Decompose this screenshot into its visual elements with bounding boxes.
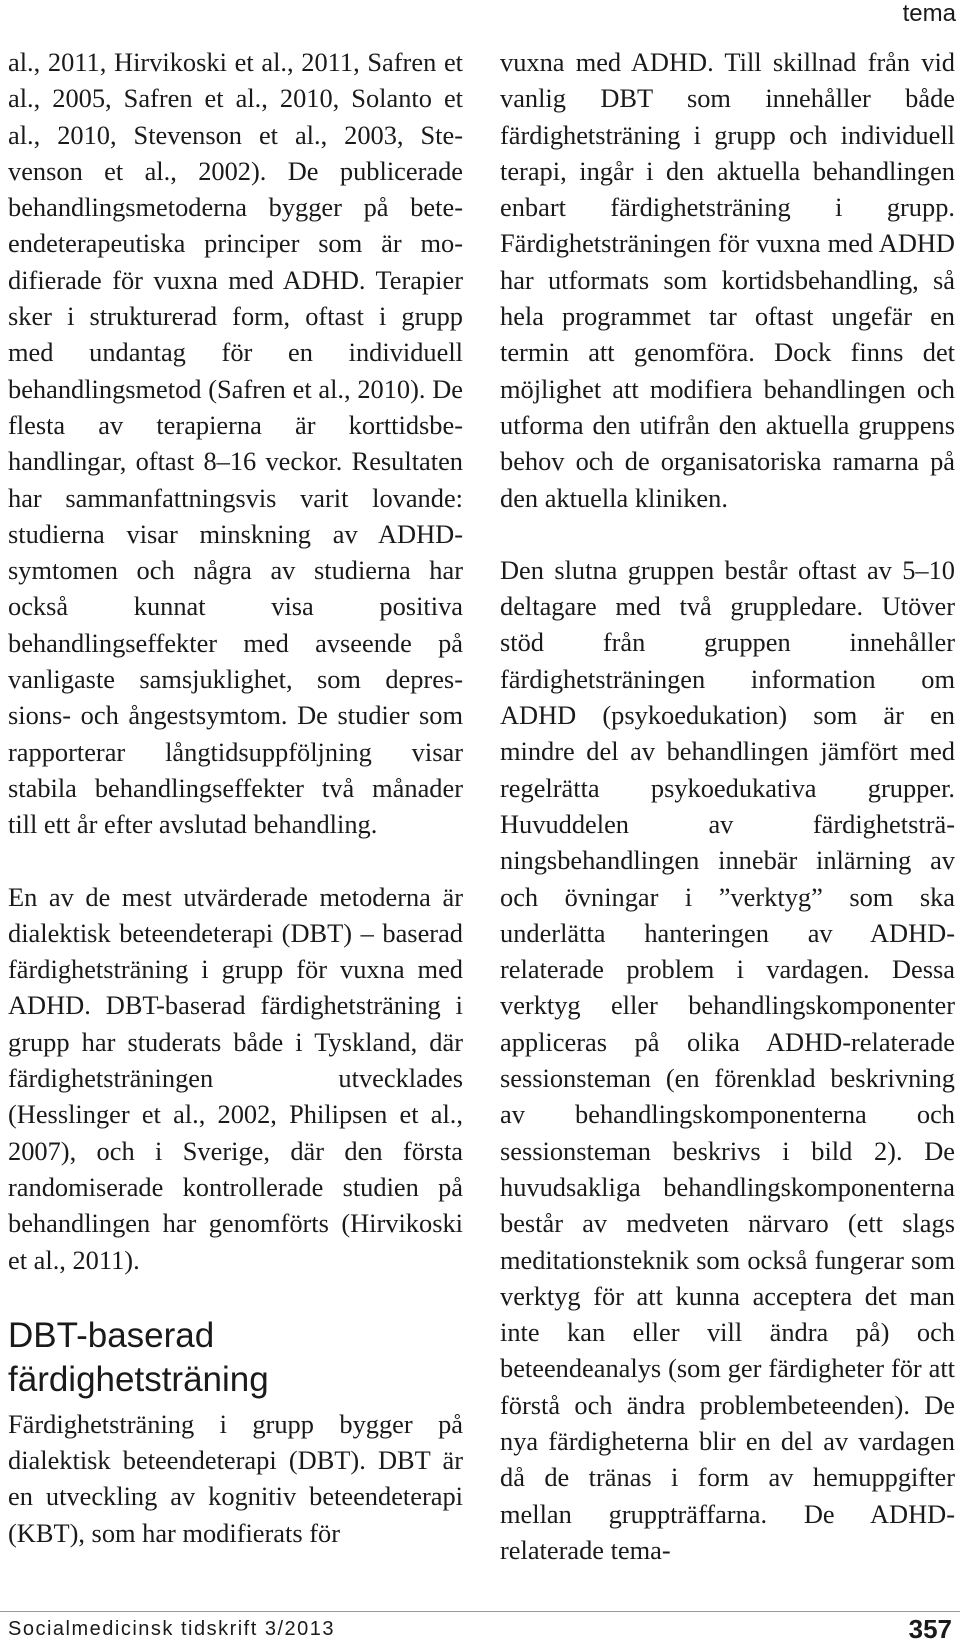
left-paragraph-3: Färdighetsträning i grupp bygger på dialektisk beteendeterapi (DBT). DBT är en utveckling av kognitiv beteendeterapi (KBT), som har modifierats för <box>8 1408 463 1548</box>
page-footer <box>0 1611 960 1652</box>
left-paragraph-2: En av de mest utvärderade metoderna är dialektisk beteendeterapi (DBT) – baserad färdighetsträning i grupp för vuxna med ADHD. DBT-baserad färdighetsträning i grupp har studerats både i Tyskland, där färdighetsträningen utvecklades (Hesslinger et al., 2002, Philipsen et al., 2007), och i Sverige, där den första randomiserade kontrollerade studien på behandlingen har genomförts (Hirvikoski et al., 2011). <box>8 881 463 1275</box>
section-heading: DBT-baserad färdighetsträning <box>8 1315 269 1399</box>
page-number: 357 <box>908 1614 952 1644</box>
journal-name: Socialmedicinsk tidskrift 3/2013 <box>8 1618 336 1640</box>
left-paragraph-1: al., 2011, Hirvikoski et al., 2011, Safren et al., 2005, Safren et al., 2010, Solanto et al., 2010, Stevenson et al., 2003, Stevenson et al., 2002). De publicerade behandlingsmetoderna bygger på beteendeterapeutiska principer som är modifierade för vuxna med ADHD. Terapier sker i strukturerad form, oftast i grupp med undantag för en individuell behandlingsmetod (Safren et al., 2010). De flesta av terapierna är korttidsbehandlingar, oftast 8–16 veckor. Resultaten har sammanfattningsvis varit lovande: studierna visar minskning av ADHD-symtomen och några av studierna har också kunnat visa positiva behandlingseffekter med avseende på vanligaste samsjuklighet, som depressions- och ångestsymtom. De studier som rapporterar långtidsuppföljning visar stabila behandlingseffekter två månader till ett år efter avslutad behandling. <box>8 47 463 840</box>
right-paragraph-1: vuxna med ADHD. Till skillnad från vid vanlig DBT som innehåller både färdighetsträning i grupp och individuell terapi, ingår i den aktuella behandlingen enbart färdighetsträning i grupp. Färdighetsträningen för vuxna med ADHD har utformats som kortidsbehandling, så hela programmet tar oftast ungefär en termin att genomföra. Dock finns det möjlighet att modifiera behandlingen och utforma den utifrån den aktuella gruppens behov och de organisatoriska ramarna på den aktuella kliniken. <box>500 47 955 513</box>
section-tag: tema <box>902 0 956 27</box>
left-column <box>8 44 463 1551</box>
right-column <box>500 44 955 1568</box>
right-paragraph-2: Den slutna gruppen består oftast av 5–10 deltagare med två gruppledare. Utöver stöd från gruppen innehåller färdighetsträningen information om ADHD (psykoedukation) som är en mindre del av behandlingen jämfört med regelrätta psykoedukativa grupper. Huvuddelen av färdighetsträningsbehandlingen innebär inlärning av och övningar i ”verktyg” som ska underlätta hanteringen av ADHD-relaterade problem i vardagen. Dessa verktyg eller behandlingskomponenter appliceras på olika ADHD-relaterade sessionsteman (en förenklad beskrivning av behandlingskomponenterna och sessionsteman beskrivs i bild 2). De huvudsakliga behandlingskomponenterna består av medveten närvaro (ett slags meditationsteknik som också fungerar som verktyg för att kunna acceptera det man inte kan eller vill ändra på) och beteendeanalys (som ger färdigheter för att förstå och ändra problembeteenden). De nya färdigheterna blir en del av vardagen då de tränas i form av hemuppgifter mellan gruppträffarna. De ADHD-relaterade tema- <box>500 554 955 1565</box>
